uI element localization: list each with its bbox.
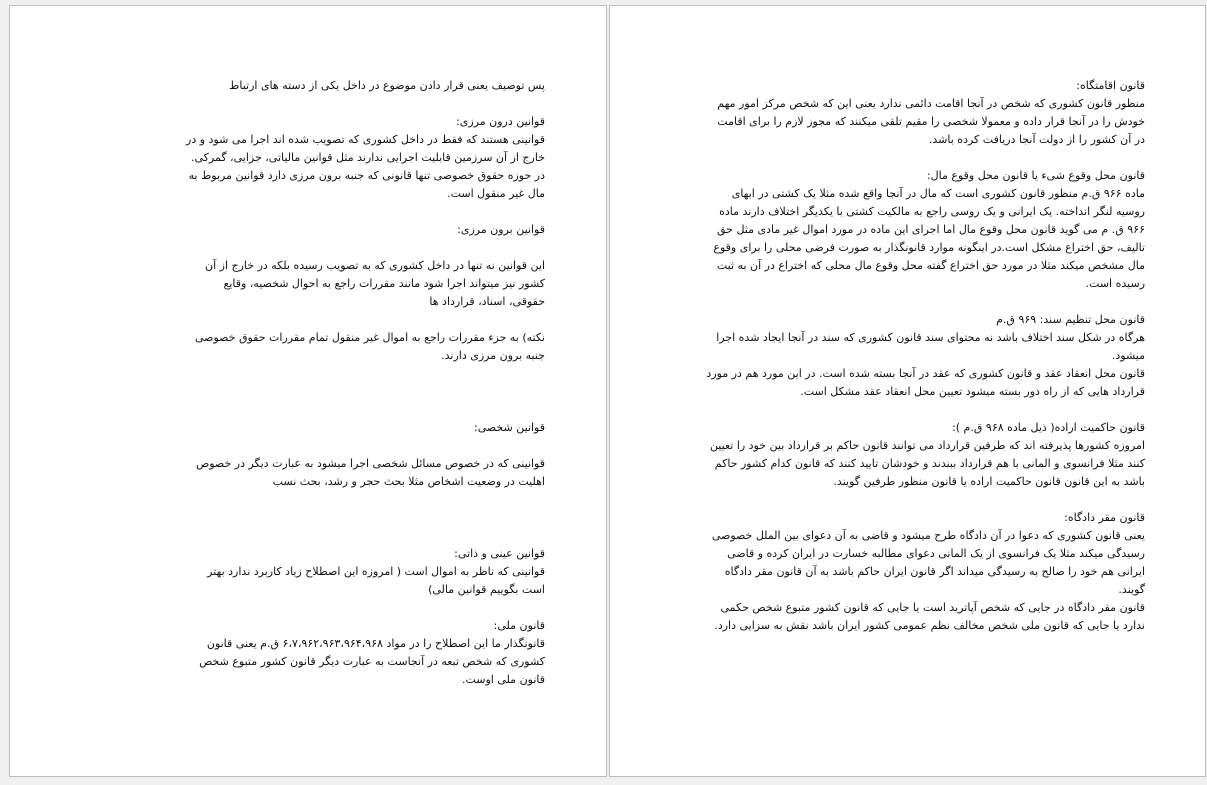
section-heading: قوانین درون مرزی:	[456, 115, 545, 128]
section-heading: قانون ملی:	[493, 619, 545, 632]
section-extraterritorial-laws	[185, 221, 545, 365]
section-heading: قانون محل وقوع شیء یا قانون محل وقوع مال:	[926, 169, 1145, 182]
section-paragraph: منظور قانون کشوری که شخص در آنجا اقامت دائمی ندارد یعنی این که شخص مرکز امور مهم خودش را در آنجا قرار داده و معمولا شخصی را مقیم تلقی میکنند که مجوز لازم را برای اقامت در آن کشور را از دولت آنجا دریافت کرده باشد.	[717, 97, 1145, 146]
section-domestic-laws	[185, 113, 545, 203]
document-page-left	[9, 5, 607, 777]
section-domicile-law	[705, 77, 1145, 149]
section-heading: قوانین شخصی:	[474, 421, 545, 434]
section-heading: قانون حاکمیت اراده( ذیل ماده ۹۶۸ ق.م ):	[952, 421, 1145, 434]
section-paragraph: قوانینی هستند که فقط در داخل کشوری که تصویب شده اند اجرا می شود و در خارج از آن سرزمین قابلیت اجرایی ندارند مثل قوانین مالیاتی، جزایی، گمرکی. در حوزه حقوق خصوصی تنها قانونی که جنبه برون مرزی دارد قوانین مربوط به مال غیر منقول است.	[186, 133, 545, 200]
section-heading: قوانین عینی و ذاتی:	[454, 547, 545, 560]
section-paragraph: قانون مقر دادگاه در جایی که شخص آپاترید است یا جایی که قانون کشور متبوع شخص حکمی ندارد یا جایی که قانون ملی شخص مخالف نظم عمومی کشور ایران باشد نقش به سزایی دارد.	[714, 601, 1145, 632]
section-paragraph: قوانینی که در خصوص مسائل شخصی اجرا میشود به عبارت دیگر در خصوص اهلیت در وضعیت اشخاص مثلا بحث حجر و رشد، بحث نسب	[195, 457, 545, 488]
section-situs-law	[705, 167, 1145, 293]
section-personal-laws	[185, 419, 545, 491]
section-autonomy-law	[705, 419, 1145, 491]
page-text-column	[185, 77, 545, 689]
section-national-law	[185, 617, 545, 689]
section-paragraph: امروزه کشورها پذیرفته اند که طرفین قرارداد می توانند قانون حاکم بر قرارداد بین خود را تعیین کنند مثلا فرانسوی و المانی با هم قرارداد ببندند و خودشان تایید کنند که قانون کدام کشور حاکم باشد به این قانون قانون حاکمیت اراده یا قانون منظور طرفین گویند.	[709, 439, 1145, 488]
intro-paragraph: پس توصیف یعنی قرار دادن موضوع در داخل یکی از دسته های ارتباط	[229, 79, 545, 92]
document-page-right	[609, 5, 1206, 777]
section-paragraph: قوانینی که ناظر به اموال است ( امروزه این اصطلاح زیاد کاربرد ندارد بهتر است بگوییم قوانین مالی)	[207, 565, 545, 596]
section-heading: قانون اقامتگاه:	[1076, 79, 1145, 92]
section-heading: قوانین برون مرزی:	[457, 223, 545, 236]
section-forum-law	[705, 509, 1145, 635]
section-paragraph: ماده ۹۶۶ ق.م منظور قانون کشوری است که مال در آنجا واقع شده مثلا یک کشتی در ابهای روسیه لنگر انداخته. یک ایرانی و یک روسی راجع به مالکیت کشتی با یکدیگر اختلاف دارند ماده ۹۶۶ ق. م می گوید قانون محل وقوع مال اما اجرای این ماده در مورد اموال غیر مادی مثل حق تالیف، حق اختراع مشکل است.در اینگونه موارد قانونگذار به صورت فرضی محلی را برای وقوع مال مشخص میکند مثلا در مورد حق اختراع گفته محل وقوع مال محلی که اختراع در آن به ثبت رسیده است.	[713, 187, 1145, 290]
section-paragraph: یعنی قانون کشوری که دعوا در آن دادگاه طرح میشود و قاضی به آن دعوای بین الملل خصوصی رسیدگی میکند مثلا یک فرانسوی از یک المانی دعوای مطالبه خسارت در ایران کرده و قاضی ایرانی هم خود را صالح به رسیدگی میداند اگر قانون ایران حاکم باشد به آن قانون مقر دادگاه گویند.	[711, 529, 1145, 596]
section-paragraph: این قوانین نه تنها در داخل کشوری که به تصویب رسیده بلکه در خارج از آن کشور نیز میتواند اجرا شود مانند مقررات راجع به احوال شخصیه، وقایع حقوقی، اسناد، قرارداد ها	[205, 259, 545, 308]
section-paragraph: قانون محل انعقاد عقد و قانون کشوری که عقد در آنجا بسته شده است. در این مورد هم در مورد قرارداد هایی که از راه دور بسته میشود تعیین محل انعقاد عقد مشکل است.	[706, 367, 1145, 398]
section-paragraph: هرگاه در شکل سند اختلاف باشد نه محتوای سند قانون کشوری که سند در آنجا ایجاد شده اجرا میشود.	[716, 331, 1145, 362]
note-paragraph: نکته) به جزء مقررات راجع به اموال غیر منقول تمام مقررات حقوق خصوصی جنبه برون مرزی دارند.	[194, 331, 545, 362]
page-text-column	[705, 77, 1145, 635]
section-document-law	[705, 311, 1145, 401]
section-paragraph: قانونگذار ما این اصطلاح را در مواد ۶،۷،۹۶۲،۹۶۳،۹۶۴،۹۶۸ ق.م یعنی قانون کشوری که شخص تبعه در آنجاست به عبارت دیگر قانون کشور متبوع شخص قانون ملی اوست.	[199, 637, 545, 686]
section-real-laws	[185, 545, 545, 599]
section-heading: قانون مقر دادگاه:	[1064, 511, 1145, 524]
section-heading: قانون محل تنظیم سند: ۹۶۹ ق.م	[996, 313, 1145, 326]
